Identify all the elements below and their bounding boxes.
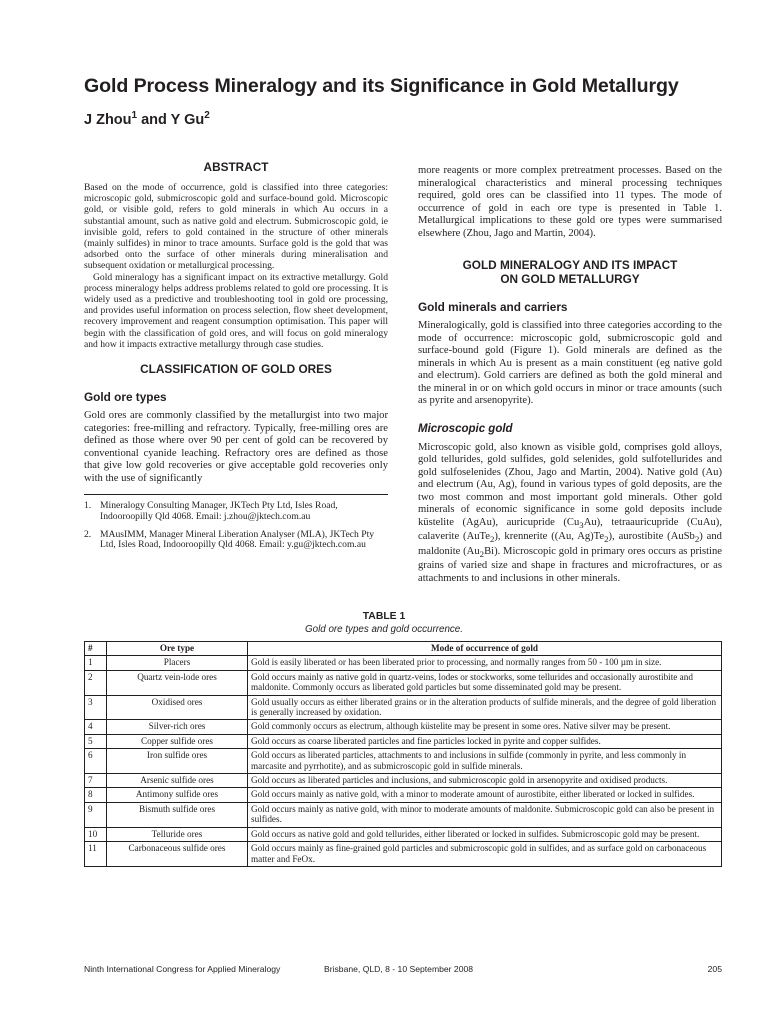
table-row [85,842,722,867]
gold-mineralogy-heading-line-2: ON GOLD METALLURGY [500,272,640,286]
microscopic-text-f: Bi). Microscopic gold in primary ores occurs as pristine grains of varied size and shape in fractures and microfractures, or as attachments to and inclusions in other minerals. [418,545,722,584]
microscopic-text-b: Au), tetraauricupride (CuAu), calaverite (AuTe [418,516,722,543]
right-column [418,165,722,585]
paper-title: Gold Process Mineralogy and its Significance in Gold Metallurgy [84,75,679,97]
footnotes [84,494,388,551]
footer-conference: Ninth International Congress for Applied Mineralogy [84,964,281,974]
table-row [85,774,722,788]
row-ore-type: Copper sulfide ores [107,734,248,748]
gold-ore-types-heading: Gold ore types [84,390,167,405]
header-mode: Mode of occurrence of gold [248,642,722,656]
row-mode: Gold occurs as liberated particles, attachments to and inclusions in sulfide (commonly in pyrite, and less commonly in marcasite and pyrrhotite), and as submicroscopic gold in sulfide minerals. [248,749,722,774]
row-ore-type: Telluride ores [107,827,248,841]
row-ore-type: Iron sulfide ores [107,749,248,774]
row-number: 1 [85,656,107,670]
row-mode: Gold occurs as liberated particles and inclusions, and submicroscopic gold in arsenopyrite and oxidised products. [248,774,722,788]
row-number: 10 [85,827,107,841]
microscopic-text-a: Microscopic gold, also known as visible gold, comprises gold alloys, gold tellurides, gold sulfides, gold selenides, gold sulfotellurides and gold sulfoselenides (Zhou, Jago and Martin, 2004). Native gold (Au) and electrum (Au, Ag), found in various types of gold deposits, are the two most common and most important gold minerals. Other gold minerals of economic significance in some gold deposits include küstelite (AgAu), auricupride (Cu [418,441,722,528]
row-ore-type: Quartz vein-lode ores [107,670,248,695]
row-number: 5 [85,734,107,748]
row-mode: Gold occurs mainly as native gold, with minor to moderate amounts of maldonite. Submicroscopic gold can also be present in sulfides. [248,802,722,827]
gold-ore-table [84,641,722,867]
table-row [85,827,722,841]
table-title: Gold ore types and gold occurrence. [305,624,463,635]
row-ore-type: Arsenic sulfide ores [107,774,248,788]
gold-mineralogy-heading [418,258,722,286]
gold-minerals-carriers-heading: Gold minerals and carriers [418,300,568,314]
footnote-2 [84,530,388,552]
author-1: J Zhou [84,111,132,128]
subscript-2c: 2 [694,534,700,545]
abstract-paragraph-1: Based on the mode of occurrence, gold is classified into three categories: microscopic gold, submicroscopic gold and surface-bound gold. Microscopic gold, or visible gold, refers to gold minerals in which Au occurs in a substantial amount, such as native gold and electrum. Submicroscopic gold, ie invisible gold, refers to gold contained in the structure of other minerals (mainly sulfides) in minor to trace amounts. Surface gold is the gold that was adsorbed onto the surface of other minerals during mineralisation and subsequent oxidation or metallurgical processing. [84,182,388,272]
row-mode: Gold occurs as coarse liberated particles and fine particles locked in pyrite and copper sulfides. [248,734,722,748]
abstract-heading: ABSTRACT [203,160,269,174]
table-row [85,656,722,670]
row-mode: Gold is easily liberated or has been liberated prior to processing, and normally ranges from 50 - 100 µm in size. [248,656,722,670]
footer-location-date: Brisbane, QLD, 8 - 10 September 2008 [324,964,474,974]
row-ore-type: Oxidised ores [107,695,248,720]
author-2-affiliation-mark: 2 [204,110,210,121]
header-number: # [85,642,107,656]
header-ore-type: Ore type [107,642,248,656]
gold-mineralogy-heading-line-1: GOLD MINERALOGY AND ITS IMPACT [462,258,678,272]
row-mode: Gold occurs mainly as native gold in quartz-veins, lodes or stockworks, some tellurides and occasionally aurostibite and maldonite. Commonly occurs as liberated gold particles but some disseminated gold may be present. [248,670,722,695]
table-row [85,802,722,827]
microscopic-text-c: ), krennerite ((Au, Ag)Te [494,531,605,543]
row-mode: Gold commonly occurs as electrum, although küstelite may be present in some ores. Native silver may be present. [248,720,722,734]
table-header-row [85,642,722,656]
row-ore-type: Carbonaceous sulfide ores [107,842,248,867]
row-mode: Gold occurs mainly as native gold, with a minor to moderate amount of aurostibite, either liberated or locked in sulfides. [248,788,722,802]
subscript-2d: 2 [479,548,485,559]
microscopic-gold-paragraph [418,442,722,586]
microscopic-gold-heading: Microscopic gold [418,422,513,435]
row-number: 2 [85,670,107,695]
table-caption [0,610,768,636]
abstract-body [84,182,388,350]
row-number: 7 [85,774,107,788]
row-number: 4 [85,720,107,734]
microscopic-text-d: ), aurostibite (AuSb [608,531,695,543]
table-row [85,670,722,695]
footer-page-number: 205 [707,964,722,974]
author-line [84,110,210,128]
table-row [85,734,722,748]
subscript-3: 3 [579,519,584,530]
abstract-paragraph-2: Gold mineralogy has a significant impact on its extractive metallurgy. Gold process mineralogy helps address problems related to gold ore processing. It is widely used as a predictive and troubleshooting tool in gold ore processing, and provides useful information on process selection, flow sheet development, recovery improvement and reagent consumption optimisation. This paper will begin with the classification of gold ores, and will focus on gold mineralogy and how it impacts extractive metallurgy through case studies. [84,271,388,350]
row-mode: Gold occurs mainly as fine-grained gold particles and submicroscopic gold in sulfides, and as surface gold on carbonaceous matter and FeOx. [248,842,722,867]
footnote-2-number: 2. [84,528,92,540]
row-ore-type: Bismuth sulfide ores [107,802,248,827]
continued-paragraph: more reagents or more complex pretreatment processes. Based on the mineralogical characteristics and mineral processing techniques required, gold ores can be classified into 11 types. The mode of occurrence of gold in each ore type is presented in Table 1. Metallurgical implications to these gold ore types were summarised elsewhere (Zhou, Jago and Martin, 2004). [418,165,722,239]
row-number: 11 [85,842,107,867]
row-number: 6 [85,749,107,774]
footnote-2-text: MAusIMM, Manager Mineral Liberation Analyser (MLA), JKTech Pty Ltd, Isles Road, Indooroopilly Qld 4068. Email: y.gu@jktech.com.au [100,528,375,551]
table-row [85,695,722,720]
classification-paragraph: Gold ores are commonly classified by the metallurgist into two major categories: free-milling and refractory. Typically, free-milling ores are defined as those where over 90 per cent of gold can be recovered by conventional cyanide leaching. Refractory ores are defined as those that give low gold recoveries or give acceptable gold recoveries only with the use of significantly [84,410,388,484]
row-ore-type: Placers [107,656,248,670]
table-row [85,749,722,774]
row-number: 8 [85,788,107,802]
row-mode: Gold occurs as native gold and gold tellurides, either liberated or locked in sulfides. Submicroscopic gold may be present. [248,827,722,841]
table-row [85,788,722,802]
table-row [85,720,722,734]
author-1-affiliation-mark: 1 [131,110,138,121]
footnote-1-text: Mineralogy Consulting Manager, JKTech Pty Ltd, Isles Road, Indooroopilly Qld 4068. Email: j.zhou@jktech.com.au [100,500,338,522]
author-connector: and [137,111,171,128]
footnote-1 [84,501,388,523]
row-mode: Gold usually occurs as either liberated grains or in the alteration products of sulfide minerals, and the degree of gold liberation is generally increased by oxidation. [248,695,722,720]
row-number: 9 [85,802,107,827]
left-column [84,160,388,558]
classification-body [84,410,388,485]
gold-minerals-paragraph: Mineralogically, gold is classified into three categories according to the mode of occurrence: microscopic gold, submicroscopic gold and surface-bound gold (Figure 1). Gold minerals are defined as the minerals in which Au is present as a main constituent (eg native gold and electrum). Gold carriers are defined as both the gold mineral and the mineral in or on which gold occurs in minor or trace amounts (such as pyrite and arsenopyrite). [418,320,722,406]
subscript-2b: 2 [604,534,609,545]
microscopic-text-e: ) and maldonite (Au [418,531,722,557]
footnote-1-number: 1. [84,500,92,512]
classification-heading: CLASSIFICATION OF GOLD ORES [140,362,332,377]
subscript-2a: 2 [489,534,495,545]
row-ore-type: Silver-rich ores [107,720,248,734]
row-ore-type: Antimony sulfide ores [107,788,248,802]
row-number: 3 [85,695,107,720]
table-label: TABLE 1 [362,611,406,622]
author-2: Y Gu [170,111,205,128]
